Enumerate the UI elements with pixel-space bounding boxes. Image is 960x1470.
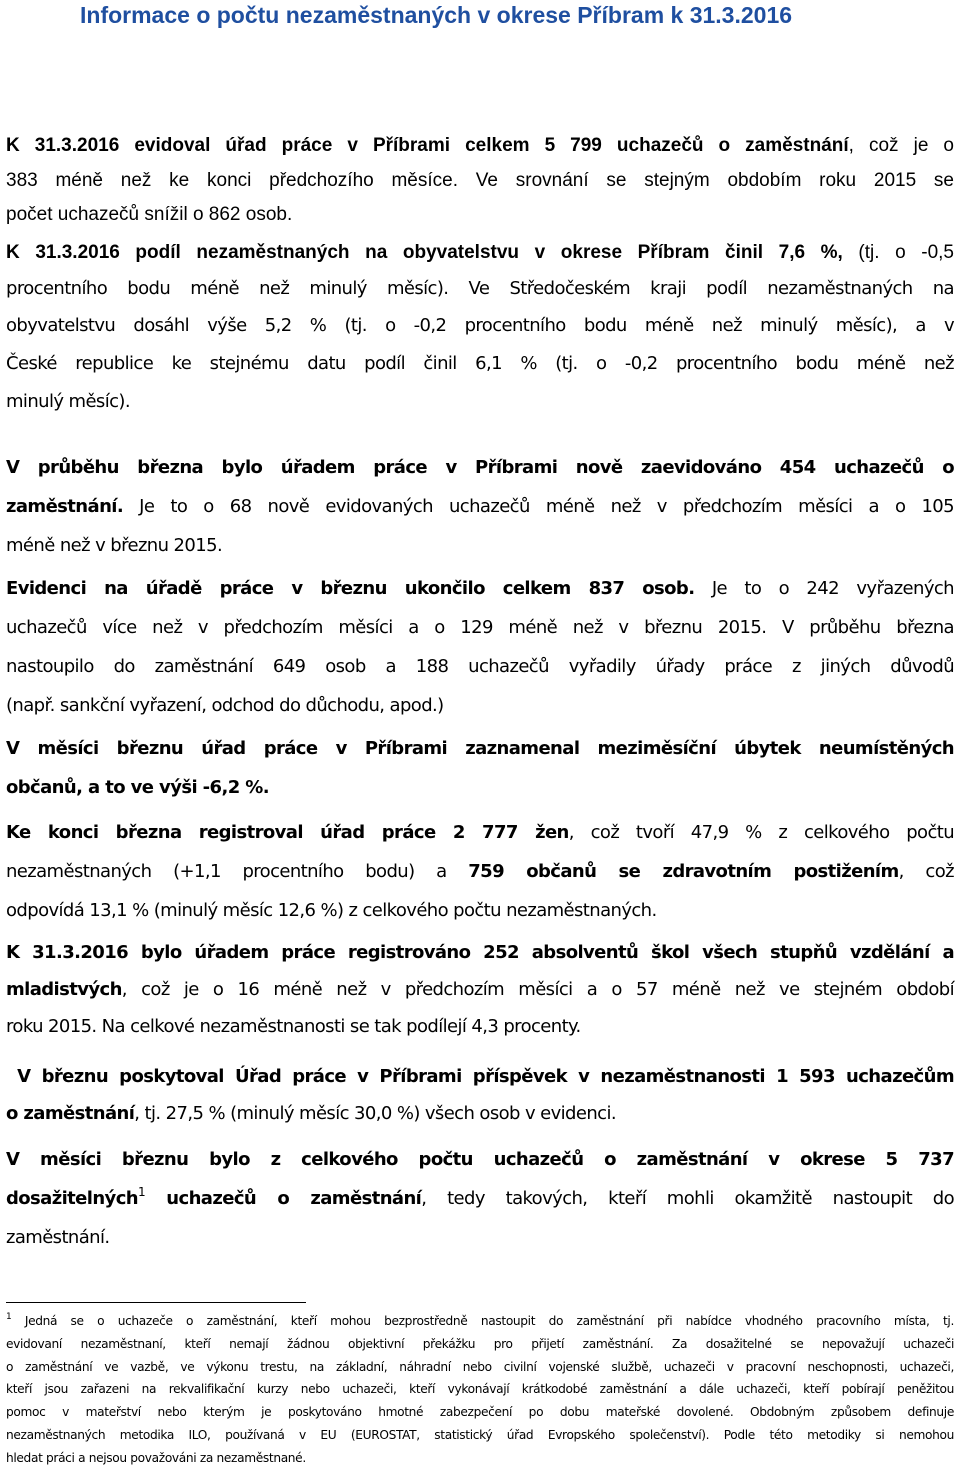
footnote: $^1$ Jedná se o uchazeče o zaměstnání, kteří mohou bezprostředně nastoupit do zaměstnání při nabídce vhodného pracovního místa, tj. evidovaní nezaměstnaní, kteří nemají žádnou objektivní překážku pro přijetí zaměstnání. Za dosažitelné se nepovažují uchazeči o zaměstnání ve vazbě, ve výkonu trestu, na základní, náhradní nebo civilní vojenské službě, uchazeči v pracovní neschopnosti, uchazeči, kteří jsou zařazeni na rekvalifikační kurzy nebo uchazeči, kteří vykonávají krátkodobé zaměstnání a dále uchazeči, kteří pobírají peněžitou pomoc v mateřství nebo kterým je poskytováno hmotné zabezpečení po dobu mateřské dovolené. Obdobným způsobem definuje nezaměstnaných metodika ILO, používaná v EU (EUROSTAT, statistický úřad Evropského společenství). Podle této metodiky si nemohou hledat práci a nejsou považováni za nezaměstnané.	[6, 1312, 954, 1465]
footnote-mark: 1	[6, 1312, 12, 1322]
paragraph-total-applicants: K 31.3.2016 evidoval úřad práce v Příbrami celkem 5 799 uchazečů o zaměstnání, což je o 383 méně než ke konci předchozího měsíce. Ve srovnání se stejným obdobím roku 2015 se počet uchazečů snížil o 862 osob.	[6, 135, 954, 225]
document-title: Informace o počtu nezaměstnaných v okrese Příbram k 31.3.2016	[80, 2, 793, 28]
paragraph-new-registrations: V průběhu března bylo úřadem práce v Příbrami nově zaevidováno 454 uchazečů o zaměstnání. Je to o 68 nově evidovaných uchazečů méně než v předchozím měsíci a o 105 méně než v březnu 2015.	[6, 457, 954, 556]
footnote-separator	[6, 1302, 306, 1303]
paragraph-available-applicants: V měsíci březnu bylo z celkového počtu uchazečů o zaměstnání v okrese 5 737 dosažitelných$^1$ uchazečů o zaměstnání, tedy takových, kteří mohli okamžitě nastoupit do zaměstnání.	[6, 1149, 954, 1248]
paragraph-terminated-registrations: Evidenci na úřadě práce v březnu ukončilo celkem 837 osob. Je to o 242 vyřazených uchazečů více než v předchozím měsíci a o 129 méně než v březnu 2015. V průběhu března nastoupilo do zaměstnání 649 osob a 188 uchazečů vyřadily úřady práce z jiných důvodů (např. sankční vyřazení, odchod do důchodu, apod.)	[6, 578, 954, 716]
paragraph-unemployment-benefit: V březnu poskytoval Úřad práce v Příbrami příspěvek v nezaměstnanosti 1 593 uchazečům o zaměstnání, tj. 27,5 % (minulý měsíc 30,0 %) všech osob v evidenci.	[6, 1066, 954, 1124]
paragraph-women-disabled: Ke konci března registroval úřad práce 2 777 žen, což tvoří 47,9 % z celkového počtu nezaměstnaných (+1,1 procentního bodu) a 759 občanů se zdravotním postižením, což odpovídá 13,1 % (minulý měsíc 12,6 %) z celkového počtu nezaměstnaných.	[6, 822, 955, 921]
paragraph-graduates: K 31.3.2016 bylo úřadem práce registrováno 252 absolventů škol všech stupňů vzdělání a mladistvých, což je o 16 méně než v předchozím měsíci a o 57 méně než ve stejném období roku 2015. Na celkové nezaměstnanosti se tak podílejí 4,3 procenty.	[6, 942, 954, 1037]
footnote-reference: 1	[137, 1185, 146, 1199]
paragraph-monthly-decrease: V měsíci březnu úřad práce v Příbrami zaznamenal meziměsíční úbytek neumístěných občanů, a to ve výši -6,2 %.	[6, 738, 954, 798]
paragraph-unemployment-share: K 31.3.2016 podíl nezaměstnaných na obyvatelstvu v okrese Příbram činil 7,6 %, (tj. o -0,5 procentního bodu méně než minulý měsíc). Ve Středočeském kraji podíl nezaměstnaných na obyvatelstvu dosáhl výše 5,2 % (tj. o -0,2 procentního bodu méně než minulý měsíc), a v České republice ke stejnému datu podíl činil 6,1 % (tj. o -0,2 procentního bodu méně než minulý měsíc).	[6, 242, 954, 412]
